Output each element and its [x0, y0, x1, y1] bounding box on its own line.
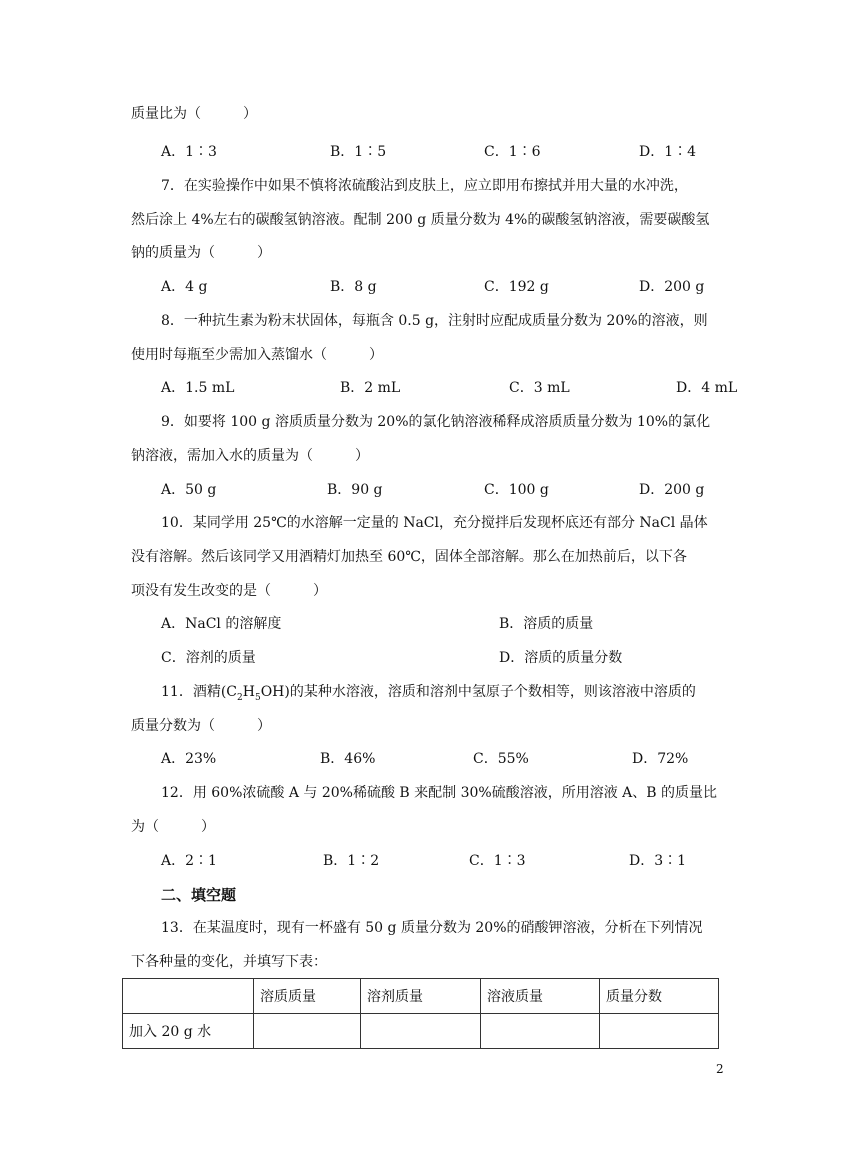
- q7-option-d: D．200 g: [639, 279, 705, 295]
- q10-option-d: D．溶质的质量分数: [499, 650, 623, 666]
- table-header-row: [123, 979, 719, 1014]
- q10-option-b: B．溶质的质量: [499, 616, 594, 632]
- q9-option-c: C．100 g: [484, 482, 549, 498]
- q10-stem-line3: 项没有发生改变的是（ ）: [131, 583, 327, 599]
- q9-stem-line2: 钠溶液，需加入水的质量为（ ）: [131, 448, 369, 464]
- table-header-cell: [123, 979, 254, 1014]
- q11-text-mid: H: [242, 684, 255, 700]
- table-header-cell: 质量分数: [600, 979, 719, 1014]
- q13-stem-line1: 13．在某温度时，现有一杯盛有 50 g 质量分数为 20%的硝酸钾溶液，分析在下列情况: [161, 920, 703, 936]
- q11-sub-2: 2: [237, 692, 243, 703]
- q6-option-b: B．1∶5: [330, 144, 387, 160]
- q9-stem-line1: 9．如要将 100 g 溶质质量分数为 20%的氯化钠溶液稀释成溶质质量分数为 10%的氯化: [161, 414, 711, 430]
- q7-stem-line3: 钠的质量为（ ）: [131, 245, 271, 261]
- q8-option-d: D．4 mL: [676, 380, 738, 396]
- q12-option-c: C．1∶3: [469, 853, 526, 869]
- table-row: [123, 1014, 719, 1049]
- q11-stem-line2: 质量分数为（ ）: [131, 718, 271, 734]
- q9-option-d: D．200 g: [639, 482, 705, 498]
- q13-stem-line2: 下各种量的变化，并填写下表：: [131, 954, 327, 970]
- q11-sub-5: 5: [254, 692, 261, 703]
- q11-option-c: C．55%: [473, 751, 529, 767]
- q7-option-a: A．4 g: [161, 279, 208, 295]
- q13-table: [122, 978, 719, 1049]
- q12-option-d: D．3∶1: [629, 853, 687, 869]
- q6-option-d: D．1∶4: [639, 144, 697, 160]
- q8-option-b: B．2 mL: [340, 380, 401, 396]
- q9-option-b: B．90 g: [327, 482, 383, 498]
- q8-option-a: A．1.5 mL: [161, 380, 235, 396]
- table-cell: 加入 20 g 水: [123, 1014, 254, 1049]
- q11-option-b: B．46%: [320, 751, 376, 767]
- table-header-cell: 溶剂质量: [361, 979, 481, 1014]
- q7-option-b: B．8 g: [330, 279, 377, 295]
- q11-text-post: OH)的某种水溶液，溶质和溶剂中氢原子个数相等，则该溶液中溶质的: [260, 684, 696, 700]
- q12-stem-line2: 为（ ）: [131, 819, 215, 835]
- page-number: 2: [716, 1062, 724, 1076]
- q11-option-d: D．72%: [632, 751, 689, 767]
- q8-stem-line1: 8．一种抗生素为粉末状固体，每瓶含 0.5 g，注射时应配成质量分数为 20%的溶液，则: [161, 313, 708, 329]
- q10-stem-line2: 没有溶解。然后该同学又用酒精灯加热至 60℃，固体全部溶解。那么在加热前后，以下各: [131, 549, 687, 565]
- q11-option-a: A．23%: [161, 751, 217, 767]
- section-title-fill-blank: 二、填空题: [161, 886, 237, 904]
- q7-option-c: C．192 g: [484, 279, 549, 295]
- table-header-cell: 溶质质量: [254, 979, 361, 1014]
- q6-stem-end: 质量比为（ ）: [131, 106, 257, 122]
- q8-stem-line2: 使用时每瓶至少需加入蒸馏水（ ）: [131, 347, 383, 363]
- q7-stem-line1: 7．在实验操作中如果不慎将浓硫酸沾到皮肤上，应立即用布擦拭并用大量的水冲洗，: [161, 178, 688, 194]
- q12-option-a: A．2∶1: [161, 853, 217, 869]
- q12-stem-line1: 12．用 60%浓硫酸 A 与 20%稀硫酸 B 来配制 30%硫酸溶液，所用溶液 A、B 的质量比: [161, 785, 718, 801]
- table-header-cell: 溶液质量: [481, 979, 600, 1014]
- q6-option-c: C．1∶6: [484, 144, 541, 160]
- table-cell: [600, 1014, 719, 1049]
- q10-option-a: A．NaCl 的溶解度: [161, 616, 282, 632]
- table-cell: [254, 1014, 361, 1049]
- q10-stem-line1: 10．某同学用 25℃的水溶解一定量的 NaCl，充分搅拌后发现杯底还有部分 NaCl 晶体: [161, 515, 708, 531]
- table-cell: [361, 1014, 481, 1049]
- q11-stem-line1: [161, 682, 696, 708]
- q10-option-c: C．溶剂的质量: [161, 650, 256, 666]
- q8-option-c: C．3 mL: [509, 380, 570, 396]
- table-cell: [481, 1014, 600, 1049]
- q9-option-a: A．50 g: [161, 482, 217, 498]
- q7-stem-line2: 然后涂上 4%左右的碳酸氢钠溶液。配制 200 g 质量分数为 4%的碳酸氢钠溶液，需要碳酸氢: [131, 212, 710, 228]
- q11-text-pre: 11．酒精(C: [161, 684, 237, 700]
- q12-option-b: B．1∶2: [323, 853, 380, 869]
- q6-option-a: A．1∶3: [161, 144, 217, 160]
